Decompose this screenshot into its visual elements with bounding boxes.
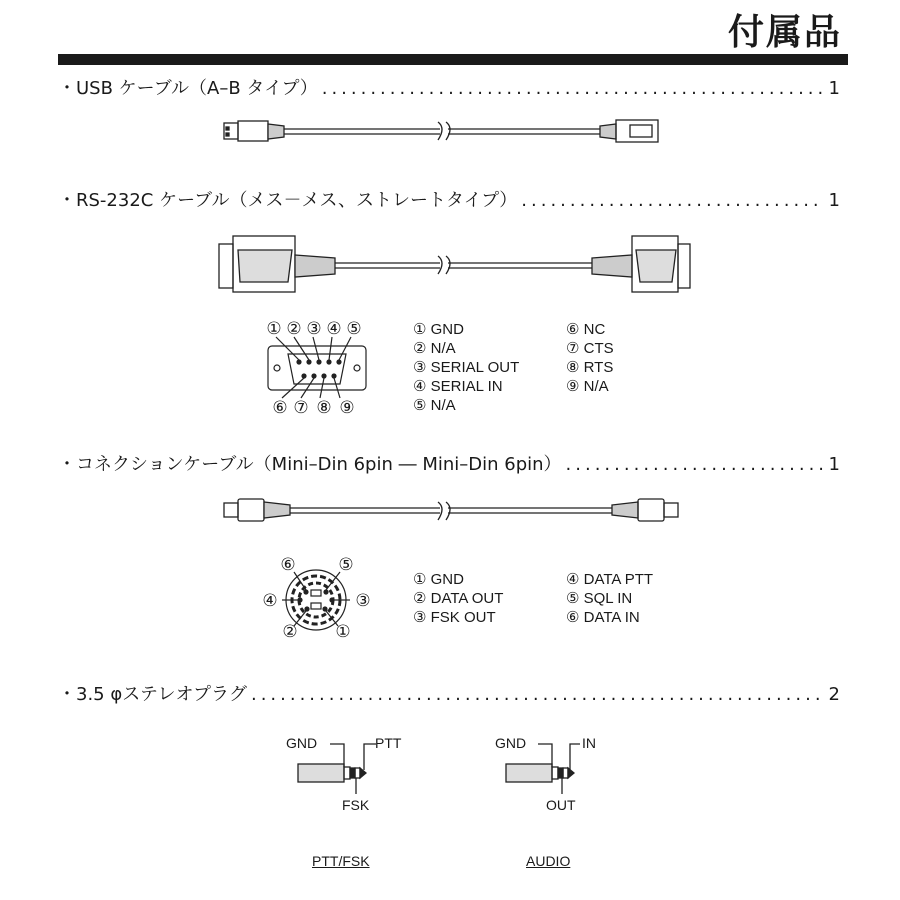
page-title: 付属品 (727, 12, 842, 53)
minidin-pin-1: ① (335, 622, 351, 642)
item-name: ・RS-232C ケーブル（メス－メス、ストレートタイプ） (58, 190, 518, 210)
plug1-caption: PTT/FSK (312, 853, 370, 869)
item-qty: 1 (828, 190, 840, 210)
plug1-fsk-label: FSK (342, 797, 370, 813)
db9-pin-5: ⑤ (346, 319, 362, 339)
plug2-out-label: OUT (546, 797, 576, 813)
pin-entry: ⑦ CTS (566, 340, 614, 357)
pin-entry: ④ SERIAL IN (413, 378, 503, 395)
pin-entry: ⑤ SQL IN (566, 590, 633, 607)
pin-entry: ⑧ RTS (566, 359, 614, 376)
pin-entry: ① GND (413, 321, 464, 338)
minidin-pin-4: ④ (262, 591, 278, 611)
pin-entry: ③ FSK OUT (413, 609, 496, 626)
item-qty: 1 (828, 454, 840, 474)
plug1-ptt-label: PTT (375, 735, 402, 751)
pin-entry: ⑥ NC (566, 321, 606, 338)
minidin-pin-6: ⑥ (280, 555, 296, 575)
pin-entry: ④ DATA PTT (566, 571, 654, 588)
pin-entry: ① GND (413, 571, 464, 588)
pin-entry: ⑥ DATA IN (566, 609, 640, 626)
db9-pin-7: ⑦ (293, 398, 309, 418)
item-name: ・3.5 φステレオプラグ (58, 684, 247, 704)
db9-pin-3: ③ (306, 319, 322, 339)
db9-pin-6: ⑥ (272, 398, 288, 418)
pin-entry: ② N/A (413, 340, 456, 357)
item-name: ・コネクションケーブル（Mini–Din 6pin ― Mini–Din 6pin） (58, 454, 562, 474)
db9-pin-2: ② (286, 319, 302, 339)
pin-entry: ⑨ N/A (566, 378, 609, 395)
minidin-pin-5: ⑤ (338, 555, 354, 575)
plug2-gnd-label: GND (495, 735, 527, 751)
item-qty: 1 (828, 78, 840, 98)
pin-entry: ③ SERIAL OUT (413, 359, 520, 376)
db9-pin-8: ⑧ (316, 398, 332, 418)
item-name: ・USB ケーブル（A–B タイプ） (58, 78, 318, 98)
db9-pin-1: ① (266, 319, 282, 339)
db9-pin-9: ⑨ (339, 398, 355, 418)
minidin-pin-2: ② (282, 622, 298, 642)
pin-entry: ② DATA OUT (413, 590, 504, 607)
plug1-gnd-label: GND (286, 735, 318, 751)
plug2-in-label: IN (582, 735, 596, 751)
minidin-pin-3: ③ (355, 591, 371, 611)
plug2-caption: AUDIO (526, 853, 571, 869)
pin-entry: ⑤ N/A (413, 397, 456, 414)
item-qty: 2 (828, 684, 840, 704)
db9-pin-4: ④ (326, 319, 342, 339)
